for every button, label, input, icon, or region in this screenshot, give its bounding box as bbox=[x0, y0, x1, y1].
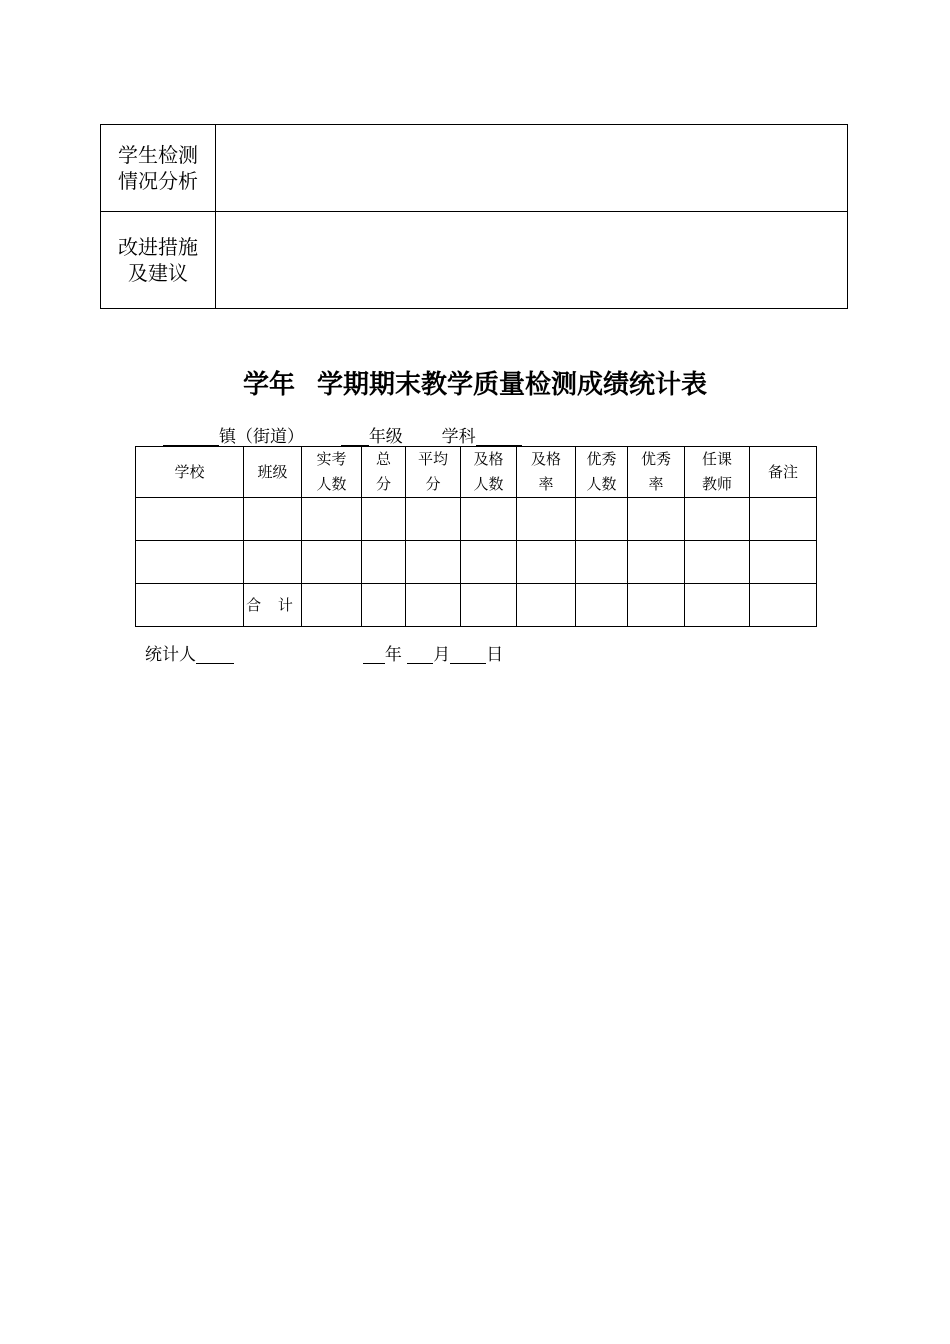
table-cell[interactable] bbox=[461, 498, 517, 541]
subject-label: 学科 bbox=[441, 427, 476, 447]
header-excellent-rate: 优秀 率 bbox=[628, 447, 685, 498]
table-cell[interactable] bbox=[576, 498, 628, 541]
table-cell[interactable] bbox=[517, 498, 576, 541]
table-row-total bbox=[136, 584, 817, 627]
header-class: 班级 bbox=[244, 447, 302, 498]
table-cell[interactable] bbox=[461, 541, 517, 584]
analysis-row bbox=[101, 212, 848, 309]
month-blank[interactable] bbox=[407, 645, 433, 664]
analysis-label bbox=[101, 125, 216, 212]
form-title bbox=[0, 364, 950, 401]
town-label: 镇（街道） bbox=[219, 427, 304, 447]
table-cell[interactable] bbox=[406, 498, 461, 541]
header-total-score: 总 分 bbox=[362, 447, 406, 498]
analysis-label bbox=[101, 212, 216, 309]
analysis-content-cell[interactable] bbox=[216, 125, 848, 212]
analysis-table bbox=[100, 124, 848, 309]
label-line: 情况分析 bbox=[118, 169, 198, 193]
town-blank[interactable] bbox=[163, 427, 219, 446]
label-line: 及建议 bbox=[128, 261, 188, 285]
table-cell[interactable] bbox=[685, 584, 750, 627]
table-cell[interactable] bbox=[517, 584, 576, 627]
title-part-main: 学期期末教学质量检测成绩统计表 bbox=[317, 370, 708, 400]
grade-blank[interactable] bbox=[341, 427, 369, 446]
table-header-row bbox=[136, 447, 817, 498]
table-cell[interactable] bbox=[302, 541, 362, 584]
table-cell[interactable] bbox=[136, 584, 244, 627]
form-meta-line bbox=[163, 422, 522, 447]
label-line: 改进措施 bbox=[118, 235, 198, 259]
stat-person-label: 统计人 bbox=[145, 645, 196, 665]
header-pass-count: 及格 人数 bbox=[461, 447, 517, 498]
table-cell[interactable] bbox=[517, 541, 576, 584]
table-cell[interactable] bbox=[136, 498, 244, 541]
form-footer bbox=[145, 640, 503, 665]
month-label: 月 bbox=[433, 645, 451, 665]
table-cell[interactable] bbox=[685, 498, 750, 541]
grade-label: 年级 bbox=[368, 427, 403, 447]
analysis-content-cell[interactable] bbox=[216, 212, 848, 309]
table-cell[interactable] bbox=[750, 498, 817, 541]
header-average: 平均 分 bbox=[406, 447, 461, 498]
header-teacher: 任课 教师 bbox=[685, 447, 750, 498]
score-stats-table bbox=[135, 446, 817, 627]
year-label: 年 bbox=[384, 645, 402, 665]
table-cell[interactable] bbox=[750, 541, 817, 584]
stat-person-blank[interactable] bbox=[196, 645, 234, 664]
table-cell[interactable] bbox=[362, 541, 406, 584]
table-cell[interactable] bbox=[406, 584, 461, 627]
day-label: 日 bbox=[486, 645, 504, 665]
header-pass-rate: 及格 率 bbox=[517, 447, 576, 498]
table-cell[interactable] bbox=[406, 541, 461, 584]
table-row bbox=[136, 498, 817, 541]
table-cell[interactable] bbox=[750, 584, 817, 627]
header-school: 学校 bbox=[136, 447, 244, 498]
header-remarks: 备注 bbox=[750, 447, 817, 498]
table-cell[interactable] bbox=[136, 541, 244, 584]
table-cell[interactable] bbox=[244, 541, 302, 584]
table-cell[interactable] bbox=[576, 584, 628, 627]
table-cell[interactable] bbox=[302, 584, 362, 627]
table-cell[interactable] bbox=[461, 584, 517, 627]
total-label: 合 计 bbox=[244, 584, 302, 627]
header-exam-count: 实考 人数 bbox=[302, 447, 362, 498]
table-cell[interactable] bbox=[576, 541, 628, 584]
table-cell[interactable] bbox=[244, 498, 302, 541]
subject-blank[interactable] bbox=[476, 427, 522, 446]
table-cell[interactable] bbox=[302, 498, 362, 541]
day-blank[interactable] bbox=[450, 645, 486, 664]
table-cell[interactable] bbox=[685, 541, 750, 584]
title-part-year: 学年 bbox=[242, 370, 295, 400]
analysis-row bbox=[101, 125, 848, 212]
table-cell[interactable] bbox=[628, 498, 685, 541]
table-cell[interactable] bbox=[628, 541, 685, 584]
header-excellent-count: 优秀 人数 bbox=[576, 447, 628, 498]
label-line: 学生检测 bbox=[118, 143, 198, 167]
table-cell[interactable] bbox=[628, 584, 685, 627]
table-cell[interactable] bbox=[362, 584, 406, 627]
table-row bbox=[136, 541, 817, 584]
table-cell[interactable] bbox=[362, 498, 406, 541]
year-blank[interactable] bbox=[363, 645, 385, 664]
